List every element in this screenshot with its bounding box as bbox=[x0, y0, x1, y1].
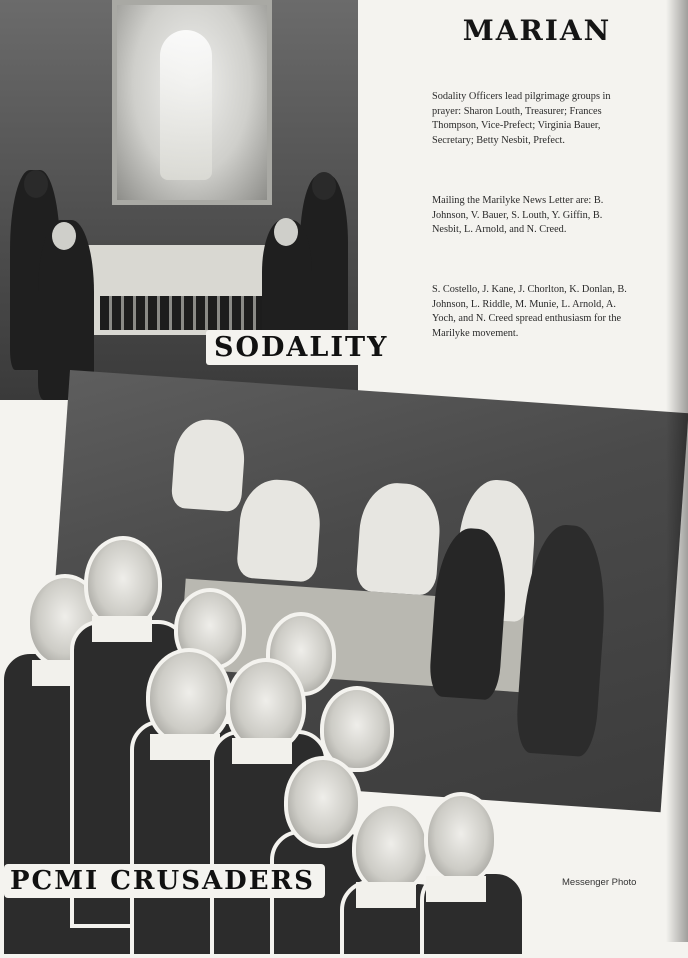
caption-officers: Sodality Officers lead pilgrimage groups in prayer: Sharon Louth, Treasurer; Frances Thompson, Vice-Prefect; Virginia Bauer, Secretary; Betty Nesbit, Prefect. bbox=[432, 91, 611, 146]
officer-head bbox=[52, 222, 76, 250]
photo-credit: Messenger Photo bbox=[562, 877, 637, 888]
crusader-face bbox=[352, 802, 430, 894]
madonna-statue bbox=[160, 30, 212, 180]
officer-head bbox=[274, 218, 298, 246]
crusader-face bbox=[424, 792, 498, 884]
crusader-face bbox=[146, 648, 232, 746]
crusader-collar bbox=[92, 616, 152, 642]
vigil-candles bbox=[100, 296, 275, 330]
crusader-collar bbox=[356, 882, 416, 908]
heading-sodality: SODALITY bbox=[206, 330, 398, 365]
crusader-collar bbox=[232, 738, 292, 764]
page-gutter-shadow bbox=[666, 0, 688, 942]
officer-head bbox=[312, 172, 336, 200]
student-figure bbox=[171, 418, 247, 513]
caption-enthusiasm: S. Costello, J. Kane, J. Chorlton, K. Donlan, B. Johnson, L. Riddle, M. Munie, L. Arnold, A. Yoch, and N. Creed spread enthusiasm for the Marilyke movement. bbox=[432, 284, 627, 339]
crusader-face bbox=[284, 756, 362, 848]
heading-pcmi-crusaders: PCMI CRUSADERS bbox=[4, 864, 325, 898]
heading-marian: MARIAN bbox=[462, 14, 612, 47]
caption-newsletter: Mailing the Marilyke News Letter are: B. Johnson, V. Bauer, S. Louth, Y. Giffin, B. Nesbit, L. Arnold, and N. Creed. bbox=[432, 195, 604, 235]
officer-head bbox=[24, 170, 48, 198]
crusader-collar bbox=[426, 876, 486, 902]
